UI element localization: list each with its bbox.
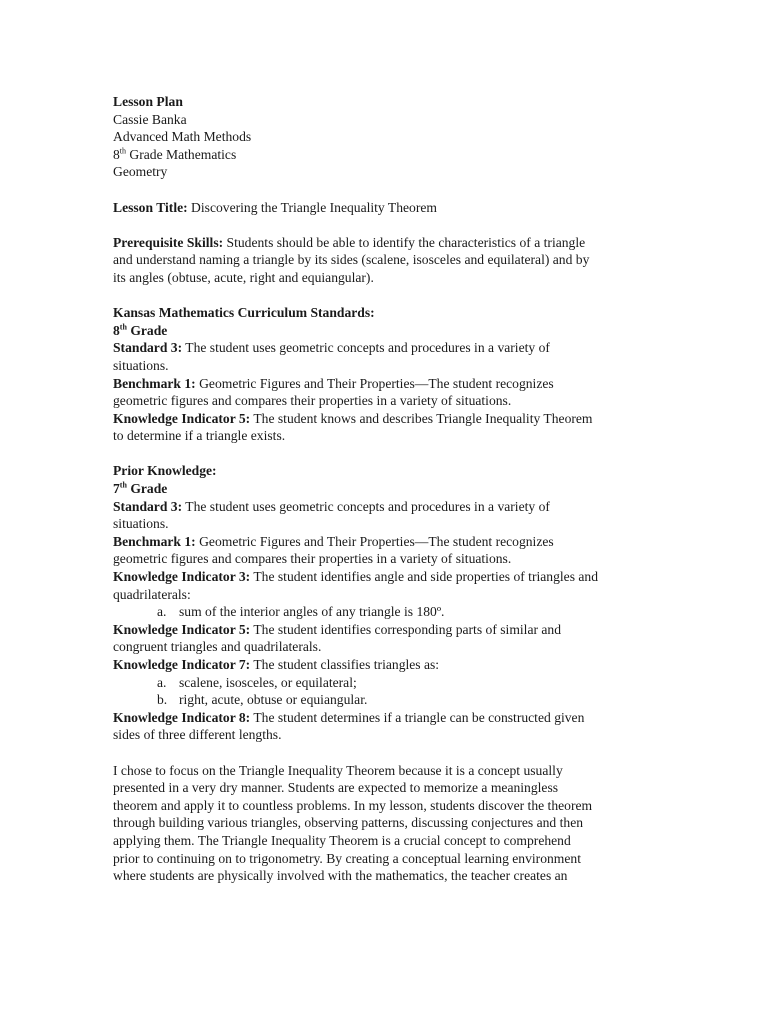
prior-knowledge-section: Prior Knowledge: 7th Grade Standard 3: The student uses geometric concepts and procedures in a variety of situations. Benchmark 1: Geometric Figures and Their Properties—The student recognizes geometric figures and compares their properties in a variety of situations. Knowledge Indicator 3: The student identifies angle and side properties of triangles and quadrilaterals: a. sum of the interior angles of any triangle is 180º. Knowledge Indicator 5: The student identifies corresponding parts of similar and congruent triangles and quadrilaterals. Knowledge Indicator 7: The student classifies triangles as: a. scalene, isosceles, or equilateral; b. right, acute, obtuse or equiangular. Knowledge Indicator 8: The student determines if a triangle can be constructed given sides of three different lengths. xyxy=(113,462,643,744)
rationale-paragraph: I chose to focus on the Triangle Inequality Theorem because it is a concept usually presented in a very dry manner. Students are expected to memorize a meaningless theorem and apply it to countless problems. In my lesson, students discover the theorem through building various triangles, observing patterns, discussing conjectures and then applying them. The Triangle Inequality Theorem is a crucial concept to comprehend prior to continuing on to trigonometry. By creating a conceptual learning environment where students are physically involved with the mathematics, the teacher creates an xyxy=(113,762,593,884)
kansas-standards-section: Kansas Mathematics Curriculum Standards: 8th Grade Standard 3: The student uses geometric concepts and procedures in a variety of situations. Benchmark 1: Geometric Figures and Their Properties—The student recognizes geometric figures and compares their properties in a variety of situations. Knowledge Indicator 5: The student knows and describes Triangle Inequality Theorem to determine if a triangle exists. xyxy=(113,304,643,445)
grade-line: 8th Grade Mathematics xyxy=(113,146,237,162)
list-item: a. sum of the interior angles of any triangle is 180º. xyxy=(157,604,445,620)
kansas-heading: Kansas Mathematics Curriculum Standards: xyxy=(113,305,375,321)
lesson-title-line xyxy=(113,199,643,217)
lesson-title-text: Discovering the Triangle Inequality Theorem xyxy=(187,199,437,215)
lesson-title-label: Lesson Title: xyxy=(113,199,188,215)
doc-title: Lesson Plan xyxy=(113,94,183,109)
document-body xyxy=(113,93,643,885)
author-name: Cassie Banka xyxy=(113,111,187,127)
prior-grade: 7th Grade xyxy=(113,480,168,497)
kansas-grade: 8th Grade xyxy=(113,322,168,338)
prerequisite-section: Prerequisite Skills: Students should be able to identify the characteristics of a triangle and understand naming a triangle by its sides (scalene, isosceles and equilateral) and by its angles (obtuse, acute, right and equiangular). xyxy=(113,234,590,285)
list-item: b. right, acute, obtuse or equiangular. xyxy=(157,692,368,708)
course-name: Advanced Math Methods xyxy=(113,129,252,145)
prereq-label: Prerequisite Skills: xyxy=(113,234,224,250)
list-item: a. scalene, isosceles, or equilateral; xyxy=(157,674,357,690)
subject-name: Geometry xyxy=(113,164,168,180)
prior-heading: Prior Knowledge: xyxy=(113,463,217,479)
